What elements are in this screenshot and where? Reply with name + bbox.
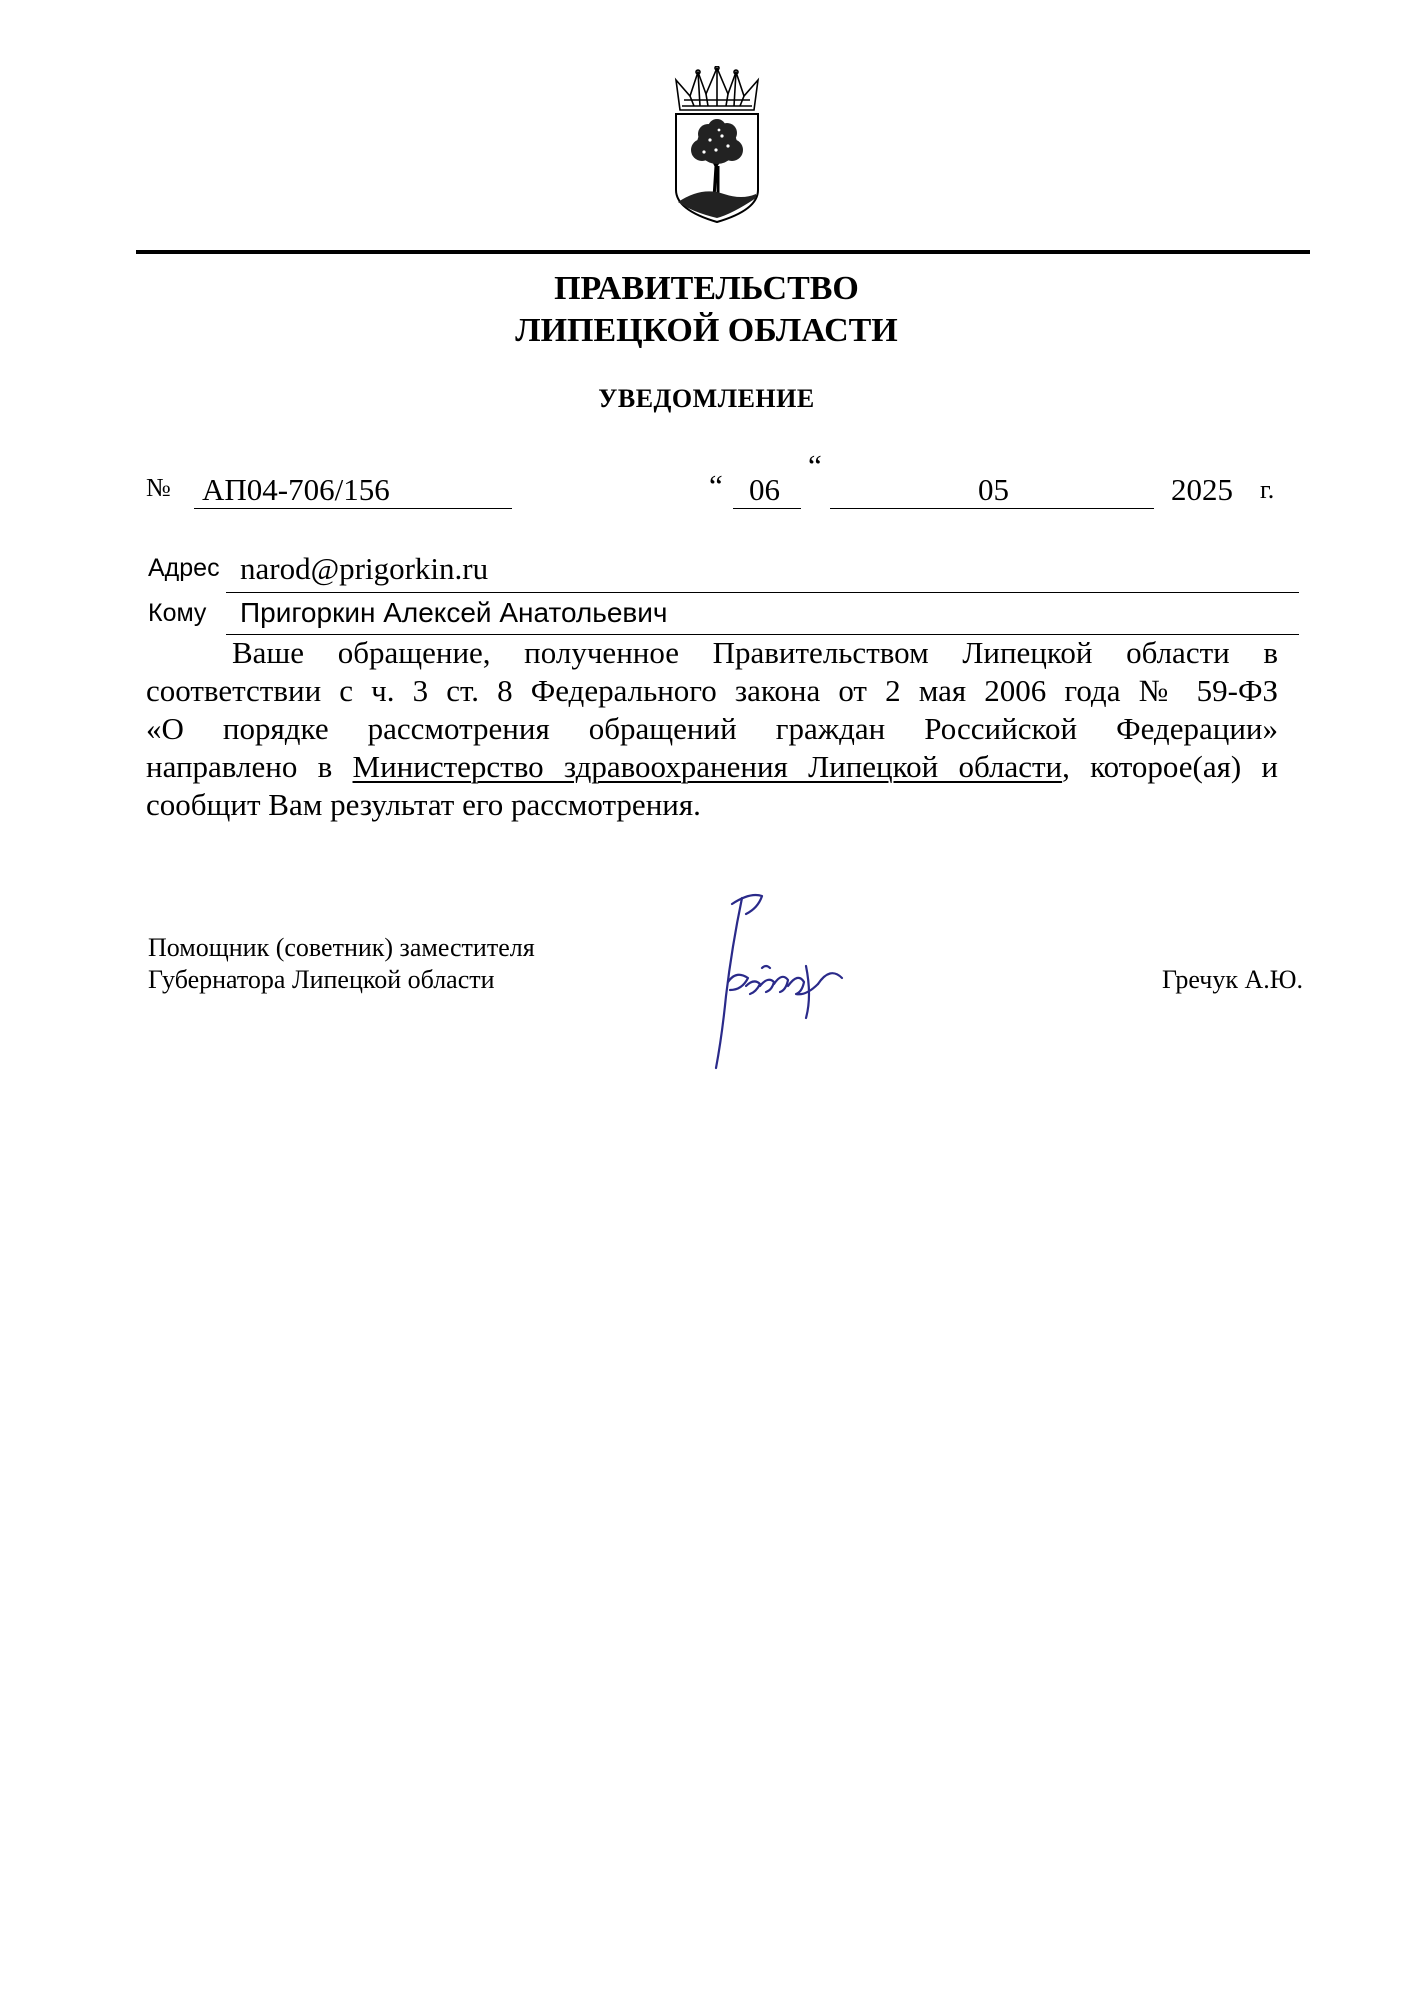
recipient-label: Кому <box>148 599 207 627</box>
ministry-name: Министерство здравоохранения Липецкой области <box>352 749 1063 784</box>
signatory-name: Гречук А.Ю. <box>1162 965 1303 994</box>
document-number: АП04-706/156 <box>202 472 390 507</box>
number-underline <box>194 508 512 509</box>
body-line-3: «О порядке рассмотрения обращений граждан Российской Федерации» <box>146 711 1278 746</box>
header-rule <box>136 250 1310 254</box>
day-underline <box>733 508 801 509</box>
date-quote-close: “ <box>808 448 822 483</box>
org-name-line1: ПРАВИТЕЛЬСТВО <box>554 270 859 307</box>
body-line-2: соответствии с ч. 3 ст. 8 Федерального закона от 2 мая 2006 года № 59-ФЗ <box>146 673 1278 708</box>
date-year: 2025 <box>1171 472 1233 507</box>
signatory-position-line1: Помощник (советник) заместителя <box>148 933 535 962</box>
body-line-4-suffix: , которое(ая) и <box>1062 749 1279 784</box>
recipient-name: Пригоркин Алексей Анатольевич <box>240 597 668 628</box>
address-underline <box>226 592 1299 593</box>
address-value: narod@prigorkin.ru <box>240 551 489 586</box>
body-line-4-prefix: направлено в <box>146 749 333 784</box>
year-suffix: г. <box>1260 475 1275 504</box>
coat-of-arms-emblem <box>672 66 762 226</box>
org-name-line2: ЛИПЕЦКОЙ ОБЛАСТИ <box>515 312 898 349</box>
body-line-4 <box>146 748 1278 786</box>
notification-body <box>146 634 1278 824</box>
signatory-position-line2: Губернатора Липецкой области <box>148 965 495 994</box>
date-quote-open: “ <box>709 468 723 503</box>
address-label: Адрес <box>148 554 220 582</box>
date-day: 06 <box>749 472 780 507</box>
month-underline <box>830 508 1154 509</box>
number-label: № <box>146 473 171 502</box>
body-line-5: сообщит Вам результат его рассмотрения. <box>146 787 701 822</box>
handwritten-signature <box>702 886 872 1076</box>
document-type-title: УВЕДОМЛЕНИЕ <box>598 384 815 413</box>
date-month: 05 <box>978 472 1009 507</box>
body-line-1: Ваше обращение, полученное Правительством Липецкой области в <box>232 635 1278 670</box>
